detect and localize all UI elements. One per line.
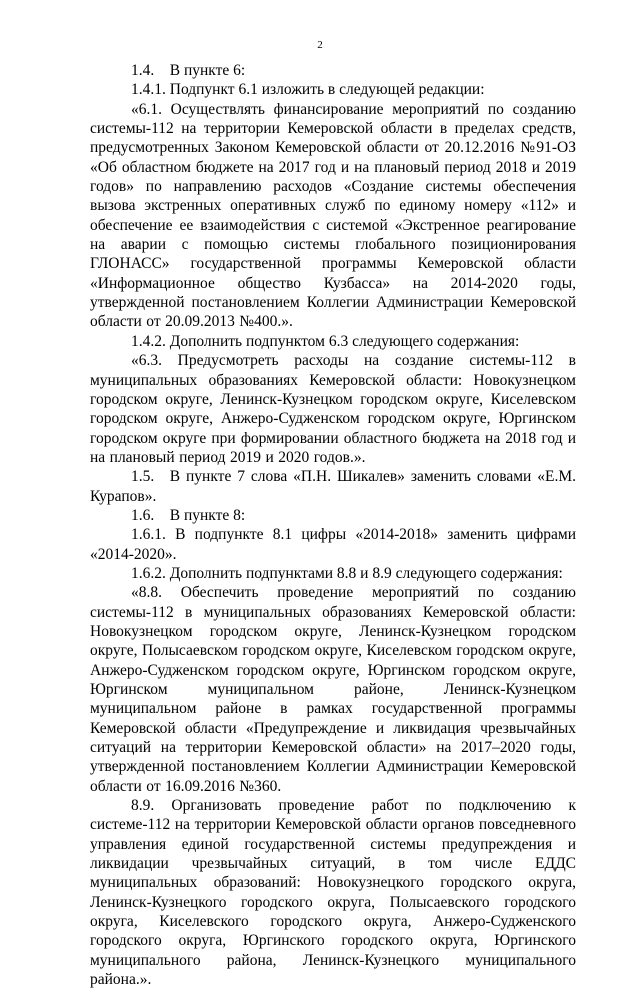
paragraph-1-5: 1.5. В пункте 7 слова «П.Н. Шикалев» заменить словами «Е.М. Курапов». [90, 468, 576, 505]
paragraph-8-8: «8.8. Обеспечить проведение мероприятий по созданию системы-112 в муниципальных образованиях Кемеровской области: Новокузнецком городском округе, Ленинск-Кузнецком городском округе, Полысаевском городском округе, Киселевском городском округе, Анжеро-Судженском городском округе, Юргинском городском округе, Юргинском муниципальном районе, Ленинск-Кузнецком муниципальном районе в рамках государственной программы Кемеровской области «Предупреждение и ликвидация чрезвычайных ситуаций на территории Кемеровской области» на 2017–2020 годы, утвержденной постановлением Коллегии Администрации Кемеровской области от 16.09.2016 №360. [90, 584, 576, 795]
paragraph-6-3: «6.3. Предусмотреть расходы на создание системы-112 в муниципальных образованиях Кемеровской области: Новокузнецком городском округе, Ленинск-Кузнецком городском округе, Киселевском городском округе, Анжеро-Судженском городском округе, Юргинском городском округе при формировании областного бюджета на 2018 год и на плановый период 2019 и 2020 годов.». [90, 352, 576, 466]
page-number: 2 [317, 39, 323, 51]
paragraph-8-9: 8.9. Организовать проведение работ по подключению к системе-112 на территории Кемеровской области органов повседневного управления единой государственной системы предупреждения и ликвидации чрезвычайных ситуаций, в том числе ЕДДС муниципальных образований: Новокузнецкого городского округа, Ленинск-Кузнецкого городского округа, Полысаевского городского округа, Киселевского городского округа, Анжеро-Судженского городского округа, Юргинского городского округа, Юргинского муниципального района, Ленинск-Кузнецкого муниципального района.». [90, 797, 576, 989]
paragraph-1-6: 1.6. В пункте 8: [131, 506, 246, 524]
document-body [90, 61, 576, 990]
paragraph-1-4-2: 1.4.2. Дополнить подпунктом 6.3 следующего содержания: [131, 332, 520, 350]
paragraph-1-4: 1.4. В пункте 6: [131, 62, 246, 79]
paragraph-1-6-2: 1.6.2. Дополнить подпунктами 8.8 и 8.9 следующего содержания: [131, 564, 563, 582]
paragraph-1-4-1: 1.4.1. Подпункт 6.1 изложить в следующей редакции: [131, 81, 485, 99]
paragraph-6-1: «6.1. Осуществлять финансирование мероприятий по созданию системы-112 на территории Кемеровской области в пределах средств, предусмотренных Законом Кемеровской области от 20.12.2016 №91-ОЗ «Об областном бюджете на 2017 год и на плановый период 2018 и 2019 годов» по направлению расходов «Создание системы обеспечения вызова экстренных оперативных служб по единому номеру «112» и обеспечение ее взаимодействия с системой «Экстренное реагирование на аварии с помощью системы глобального позиционирования ГЛОНАСС» государственной программы Кемеровской области «Информационное общество Кузбасса» на 2014-2020 годы, утвержденной постановлением Коллегии Администрации Кемеровской области от 20.09.2013 №400.». [90, 100, 576, 331]
paragraph-1-6-1: 1.6.1. В подпункте 8.1 цифры «2014-2018» заменить цифрами «2014-2020». [90, 526, 576, 563]
